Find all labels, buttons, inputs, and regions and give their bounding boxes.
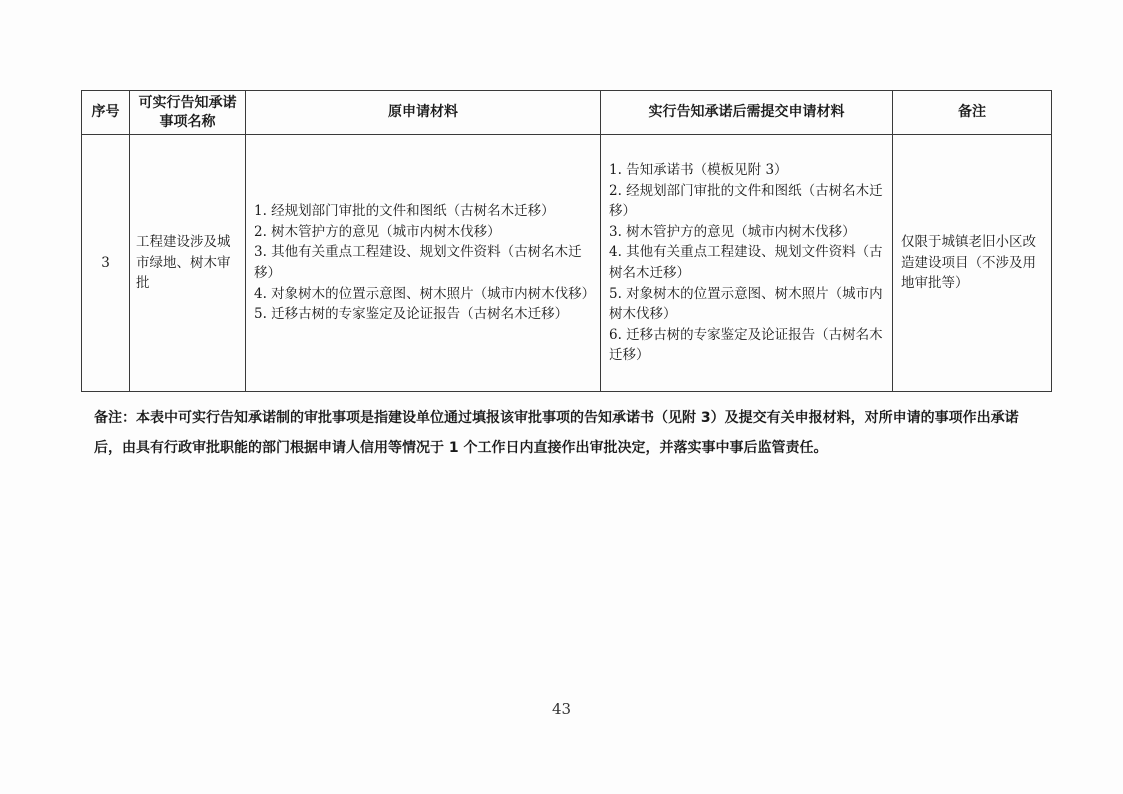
list-item: 1. 经规划部门审批的文件和图纸（古树名木迁移） bbox=[254, 203, 555, 220]
list-item: 4. 对象树木的位置示意图、树木照片（城市内树木伐移） bbox=[254, 285, 596, 302]
page-number: 43 bbox=[551, 700, 572, 718]
row-remarks: 仅限于城镇老旧小区改造建设项目（不涉及用地审批等） bbox=[893, 135, 1052, 392]
row-after-materials bbox=[601, 135, 893, 392]
table-footnote: 备注：本表中可实行告知承诺制的审批事项是指建设单位通过填报该审批事项的告知承诺书（见附 3）及提交有关申报材料，对所申请的事项作出承诺后，由具有行政审批职能的部门根据申请人信用等情况于 1 个工作日内直接作出审批决定，并落实事中事后监管责任。 bbox=[94, 410, 1019, 456]
approval-materials-table bbox=[81, 90, 1052, 392]
list-item: 5. 迁移古树的专家鉴定及论证报告（古树名木迁移） bbox=[254, 306, 569, 323]
header-item-name: 可实行告知承诺事项名称 bbox=[130, 91, 246, 135]
table-row bbox=[82, 135, 1052, 392]
header-index: 序号 bbox=[82, 91, 130, 135]
list-item: 3. 其他有关重点工程建设、规划文件资料（古树名木迁移） bbox=[254, 244, 582, 281]
list-item: 1. 告知承诺书（模板见附 3） bbox=[609, 162, 788, 179]
list-item: 4. 其他有关重点工程建设、规划文件资料（古树名木迁移） bbox=[609, 244, 883, 281]
header-after-materials: 实行告知承诺后需提交申请材料 bbox=[601, 91, 893, 135]
header-remarks: 备注 bbox=[893, 91, 1052, 135]
list-item: 6. 迁移古树的专家鉴定及论证报告（古树名木迁移） bbox=[609, 326, 883, 364]
list-item: 2. 经规划部门审批的文件和图纸（古树名木迁移） bbox=[609, 182, 883, 220]
row-index: 3 bbox=[82, 135, 130, 392]
list-item: 5. 对象树木的位置示意图、树木照片（城市内树木伐移） bbox=[609, 285, 883, 323]
row-original-materials bbox=[246, 135, 601, 392]
header-original-materials: 原申请材料 bbox=[246, 91, 601, 135]
list-item: 2. 树木管护方的意见（城市内树木伐移） bbox=[254, 223, 501, 240]
row-item-name: 工程建设涉及城市绿地、树木审批 bbox=[130, 135, 246, 392]
table-header-row bbox=[82, 91, 1052, 135]
list-item: 3. 树木管护方的意见（城市内树木伐移） bbox=[609, 223, 856, 240]
